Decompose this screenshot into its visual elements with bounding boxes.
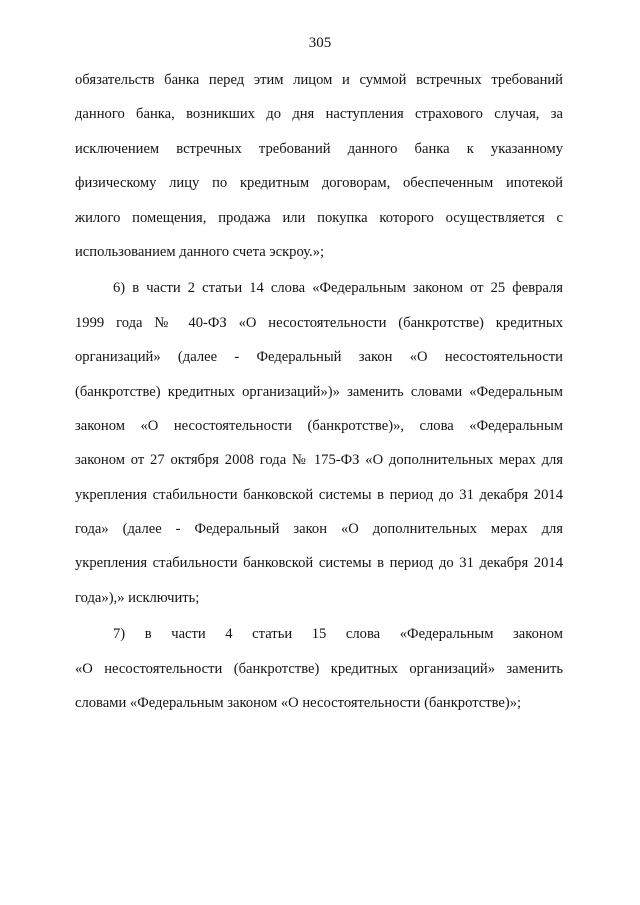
page-number: 305 xyxy=(308,35,332,51)
text-line: жилого помещения, продажа или покупка которого осуществляется с xyxy=(75,209,563,226)
text-line: исключением встречных требований данного банка к указанному xyxy=(75,140,563,157)
text-line: словами «Федеральным законом «О несостоятельности (банкротстве)»; xyxy=(75,695,522,712)
text-line: законом от 27 октября 2008 года № 175-ФЗ «О дополнительных мерах для xyxy=(75,452,563,469)
text-line: укрепления стабильности банковской системы в период до 31 декабря 2014 xyxy=(75,555,563,572)
paragraph-continuation xyxy=(75,63,563,269)
text-line: (банкротстве) кредитных организаций»)» заменить словами «Федеральным xyxy=(75,383,563,400)
text-line: законом «О несостоятельности (банкротстве)», слова «Федеральным xyxy=(75,417,563,434)
paragraph-item-6 xyxy=(75,271,563,615)
text-line: физическому лицу по кредитным договорам, обеспеченным ипотекой xyxy=(75,175,563,192)
text-line: укрепления стабильности банковской системы в период до 31 декабря 2014 xyxy=(75,486,563,503)
text-line: года» (далее - Федеральный закон «О дополнительных мерах для xyxy=(75,521,563,538)
text-line: 1999 года № 40-ФЗ «О несостоятельности (банкротстве) кредитных xyxy=(75,314,563,331)
text-line: года»),» исключить; xyxy=(75,589,200,606)
text-line: данного банка, возникших до дня наступления страхового случая, за xyxy=(75,106,563,123)
text-line: организаций» (далее - Федеральный закон «О несостоятельности xyxy=(75,349,563,366)
text-line: «О несостоятельности (банкротстве) кредитных организаций» заменить xyxy=(75,660,563,677)
text-line: 7) в части 4 статьи 15 слова «Федеральным законом xyxy=(113,626,563,643)
text-line: 6) в части 2 статьи 14 слова «Федеральным законом от 25 февраля xyxy=(113,280,563,297)
paragraph-item-7 xyxy=(75,617,563,720)
text-line: обязательств банка перед этим лицом и суммой встречных требований xyxy=(75,72,563,88)
document-body xyxy=(75,63,563,720)
text-line: использованием данного счета эскроу.»; xyxy=(75,243,325,260)
